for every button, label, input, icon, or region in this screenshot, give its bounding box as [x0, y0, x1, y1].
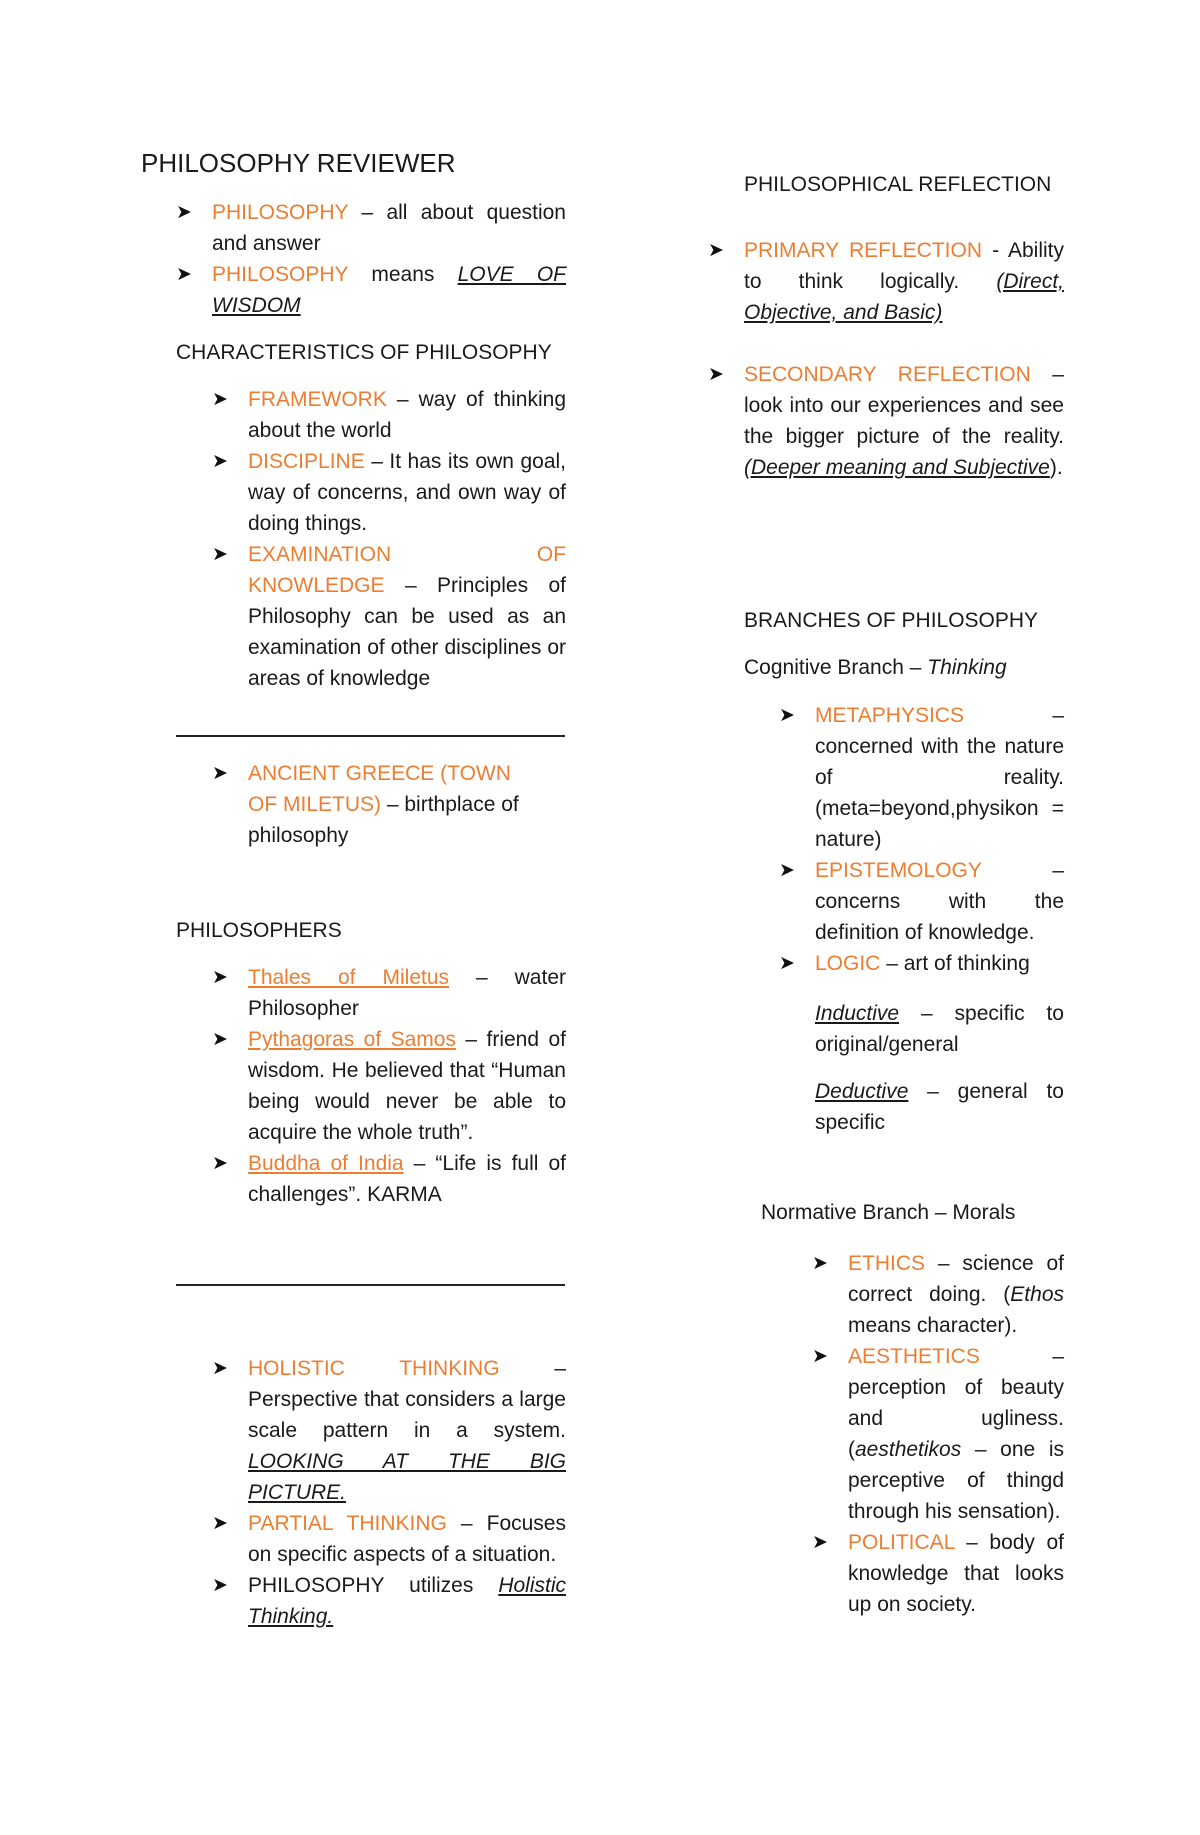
list-item: ➤ PHILOSOPHY means LOVE OF WISDOM	[176, 259, 566, 321]
list-item: ➤ LOGIC – art of thinking	[779, 948, 1064, 979]
characteristics-heading: CHARACTERISTICS OF PHILOSOPHY	[176, 341, 552, 364]
list-item: ➤ Pythagoras of Samos – friend of wisdom. He believed that “Human being would never be able to acquire the whole truth”.	[212, 1024, 566, 1148]
list-item: ➤ ANCIENT GREECE (TOWN OF MILETUS) – birthplace of philosophy	[212, 758, 532, 851]
reflection-list	[708, 235, 1064, 483]
deductive-definition: Deductive – general to specific	[815, 1080, 1064, 1134]
list-item: ➤ HOLISTIC THINKING – Perspective that considers a large scale pattern in a system. LOOKING AT THE BIG PICTURE.	[212, 1353, 566, 1508]
divider	[176, 1284, 565, 1286]
list-item: ➤ PHILOSOPHY utilizes Holistic Thinking.	[212, 1570, 566, 1632]
cognitive-branch-label: Cognitive Branch – Thinking	[744, 656, 1007, 679]
list-item: ➤ EPISTEMOLOGY – concerns with the definition of knowledge.	[779, 855, 1064, 948]
list-item: ➤ SECONDARY REFLECTION – look into our experiences and see the bigger picture of the reality. (Deeper meaning and Subjective).	[708, 359, 1064, 483]
divider	[176, 735, 565, 737]
inductive-definition: Inductive – specific to original/general	[815, 1002, 1064, 1056]
reflection-heading: PHILOSOPHICAL REFLECTION	[744, 173, 1052, 196]
philosophers-list	[212, 962, 566, 1210]
list-item: ➤ METAPHYSICS – concerned with the nature of reality. (meta=beyond,physikon = nature)	[779, 700, 1064, 855]
list-item: ➤ ETHICS – science of correct doing. (Ethos means character).	[812, 1248, 1064, 1341]
list-item: ➤ PHILOSOPHY – all about question and answer	[176, 197, 566, 259]
philosophers-heading: PHILOSOPHERS	[176, 919, 342, 942]
list-item: ➤ Thales of Miletus – water Philosopher	[212, 962, 566, 1024]
thinking-list	[212, 1353, 566, 1632]
characteristics-list	[212, 384, 566, 694]
list-item: ➤ PARTIAL THINKING – Focuses on specific aspects of a situation.	[212, 1508, 566, 1570]
normative-branch-label: Normative Branch – Morals	[761, 1201, 1016, 1224]
intro-list	[176, 197, 566, 321]
list-item: ➤ FRAMEWORK – way of thinking about the world	[212, 384, 566, 446]
list-item: ➤ Buddha of India – “Life is full of challenges”. KARMA	[212, 1148, 566, 1210]
normative-list	[812, 1248, 1064, 1620]
list-item: ➤ PRIMARY REFLECTION - Ability to think logically. (Direct, Objective, and Basic)	[708, 235, 1064, 328]
list-item: ➤ EXAMINATION OF KNOWLEDGE – Principles of Philosophy can be used as an examination of other disciplines or areas of knowledge	[212, 539, 566, 694]
cognitive-list	[779, 700, 1064, 979]
list-item: ➤ AESTHETICS – perception of beauty and ugliness. (aesthetikos – one is perceptive of thingd through his sensation).	[812, 1341, 1064, 1527]
branches-heading: BRANCHES OF PHILOSOPHY	[744, 609, 1039, 632]
greece-list	[212, 758, 532, 851]
page-title: PHILOSOPHY REVIEWER	[141, 148, 456, 178]
list-item: ➤ POLITICAL – body of knowledge that looks up on society.	[812, 1527, 1064, 1620]
list-item: ➤ DISCIPLINE – It has its own goal, way of concerns, and own way of doing things.	[212, 446, 566, 539]
